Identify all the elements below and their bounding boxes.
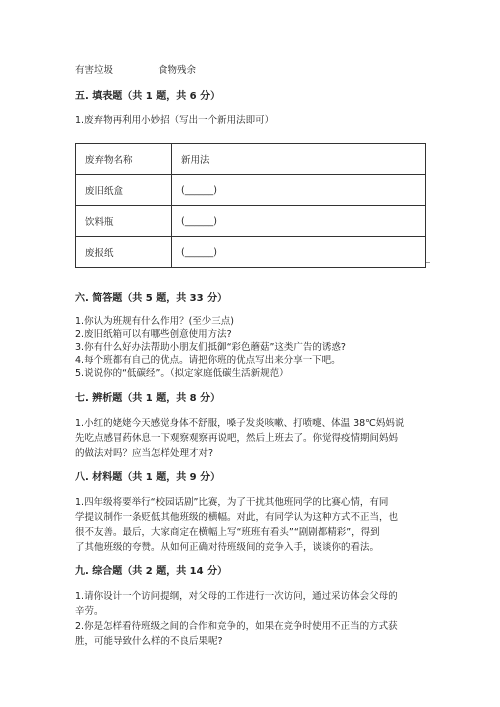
header-new-use: 新用法 — [172, 144, 426, 175]
waste-name-cell: 废报纸 — [76, 237, 172, 268]
section8-line-1: 1.四年级将要举行“校园话剧”比赛，为了干扰其他班同学的比赛心情，有同 — [75, 497, 389, 508]
category-harmful-waste: 有害垃圾 — [75, 65, 114, 76]
table-row — [76, 206, 426, 237]
answer-blank: (______) — [172, 206, 426, 237]
section7-line-3: 的做法对吗？应当怎样处理才对? — [75, 448, 214, 459]
table-header-row — [76, 144, 426, 175]
answer-blank: (______) — [172, 237, 426, 268]
section8-heading: 八. 材料题（共 1 题，共 9 分） — [75, 472, 221, 483]
table-row — [76, 175, 426, 206]
section8-line-3: 很不友善。最后，大家商定在横幅上写“班班有看头”“剧剧都精彩”，得到 — [75, 527, 380, 538]
section6-line-2: 2.废旧纸箱可以有哪些创意使用方法? — [75, 329, 232, 340]
section8-line-2: 学提议制作一条贬低其他班级的横幅。对此，有同学认为这种方式不正当，也 — [75, 512, 399, 523]
section6-line-5: 5.说说你的“低碳经”。（拟定家庭低碳生活新规范） — [75, 368, 289, 379]
section9-line-3: 2.你是怎样看待班级之间的合作和竞争的，如果在竞争时使用不正当的方式获 — [75, 621, 398, 632]
section6-line-3: 3.你有什么好办法帮助小朋友们抵御“彩色蘑菇”这类广告的诱惑? — [75, 342, 346, 353]
section8-line-4: 了其他班级的夸赞。从如何正确对待班级间的竞争入手，谈谈你的看法。 — [75, 542, 380, 553]
section6-heading: 六. 简答题（共 5 题，共 33 分） — [75, 293, 228, 304]
section9-line-2: 辛劳。 — [75, 606, 104, 617]
section7-heading: 七. 辨析题（共 1 题，共 8 分） — [75, 393, 221, 404]
waste-name-cell: 废旧纸盒 — [76, 175, 172, 206]
reuse-table — [75, 143, 426, 268]
section9-line-1: 1.请你设计一个访问提纲，对父母的工作进行一次访问，通过采访体会父母的 — [75, 591, 398, 602]
section9-heading: 九. 综合题（共 2 题，共 14 分） — [75, 566, 228, 577]
table-corner-mark — [426, 262, 430, 263]
section7-line-2: 先吃点感冒药休息一下观察观察再说吧，然后上班去了。你觉得疫情期间妈妈 — [75, 433, 399, 444]
table-row — [76, 237, 426, 268]
header-waste-name: 废弃物名称 — [76, 144, 172, 175]
section6-line-4: 4.每个班都有自己的优点。请把你班的优点写出来分享一下吧。 — [75, 355, 341, 366]
section6-line-1: 1.你认为班规有什么作用？(至少三点) — [75, 316, 234, 327]
section9-line-4: 胜，可能导致什么样的不良后果呢? — [75, 636, 223, 647]
section7-line-1: 1.小红的姥姥今天感觉身体不舒服，嗓子发炎咳嗽、打喷嚏、体温 38℃妈妈说 — [75, 418, 405, 429]
section5-heading: 五. 填表题（共 1 题，共 6 分） — [75, 91, 221, 102]
category-food-waste: 食物残余 — [158, 65, 197, 76]
section5-question: 1.废弃物再利用小妙招（写出一个新用法即可） — [75, 115, 275, 126]
answer-blank: (______) — [172, 175, 426, 206]
waste-name-cell: 饮料瓶 — [76, 206, 172, 237]
